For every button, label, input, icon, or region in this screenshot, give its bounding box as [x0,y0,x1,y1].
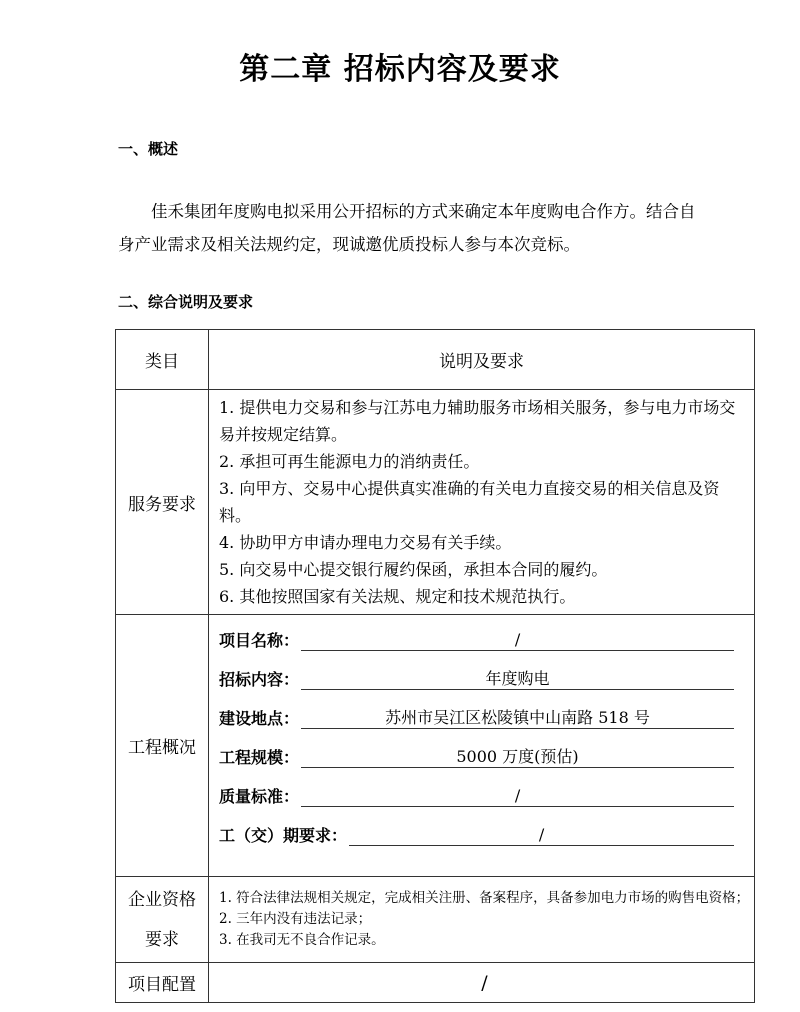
category-cell [116,963,209,1003]
requirement-item: 2. 承担可再生能源电力的消纳责任。 [219,452,480,471]
category-label: 工程概况 [128,738,196,758]
field-value: / [301,785,734,807]
spec-table-body [116,390,755,1003]
content-cell [209,877,755,963]
field-line [219,707,740,729]
category-label: 项目配置 [128,975,196,995]
config-value: / [481,971,488,994]
chapter-title: 第二章 招标内容及要求 [239,52,561,87]
field-label: 质量标准： [219,786,300,806]
field-value: 苏州市吴江区松陵镇中山南路 518 号 [301,707,734,729]
table-row [116,877,755,963]
category-label: 企业资格要求 [128,889,196,950]
field-label: 工程规模： [219,747,300,767]
requirement-item: 1. 符合法律法规相关规定，完成相关注册、备案程序，具备参加电力市场的购售电资格； [219,890,750,906]
requirement-item: 6. 其他按照国家有关法规、规定和技术规范执行。 [219,587,576,606]
requirement-item: 3. 在我司无不良合作记录。 [219,932,385,948]
section-requirements-heading: 二、综合说明及要求 [118,293,254,311]
category-cell [116,877,209,963]
content-cell [209,390,755,615]
header-description-cell: 说明及要求 [209,330,755,390]
field-label: 工（交）期要求： [219,825,348,845]
requirement-item: 1. 提供电力交易和参与江苏电力辅助服务市场相关服务，参与电力市场交易并按规定结算。 [219,398,736,444]
field-value: / [349,824,734,846]
category-cell [116,615,209,877]
content-cell [209,615,755,877]
field-line [219,629,740,651]
requirement-item: 4. 协助甲方申请办理电力交易有关手续。 [219,533,512,552]
section-overview-heading: 一、概述 [118,140,179,158]
field-label: 招标内容： [219,669,300,689]
field-line [219,746,740,768]
category-label: 服务要求 [128,494,196,515]
requirement-item: 2. 三年内没有违法记录； [219,911,372,927]
field-line [219,824,740,846]
category-cell [116,390,209,615]
field-value: 年度购电 [301,668,734,690]
table-row [116,390,755,615]
overview-paragraph: 佳禾集团年度购电拟采用公开招标的方式来确定本年度购电合作方。结合自身产业需求及相关法规约定，现诚邀优质投标人参与本次竞标。 [118,202,696,254]
header-category-cell: 类目 [116,330,209,390]
requirement-item: 3. 向甲方、交易中心提供真实准确的有关电力直接交易的相关信息及资料。 [219,479,720,525]
table-row [116,615,755,877]
field-label: 建设地点： [219,708,300,728]
field-value: 5000 万度(预估) [301,746,734,768]
content-cell [209,963,755,1003]
field-label: 项目名称： [219,630,300,650]
requirements-table [115,329,755,1003]
field-line [219,785,740,807]
field-line [219,668,740,690]
requirement-item: 5. 向交易中心提交银行履约保函，承担本合同的履约。 [219,560,608,579]
table-row [116,963,755,1003]
table-header-row [116,330,755,390]
field-value: / [301,629,734,651]
